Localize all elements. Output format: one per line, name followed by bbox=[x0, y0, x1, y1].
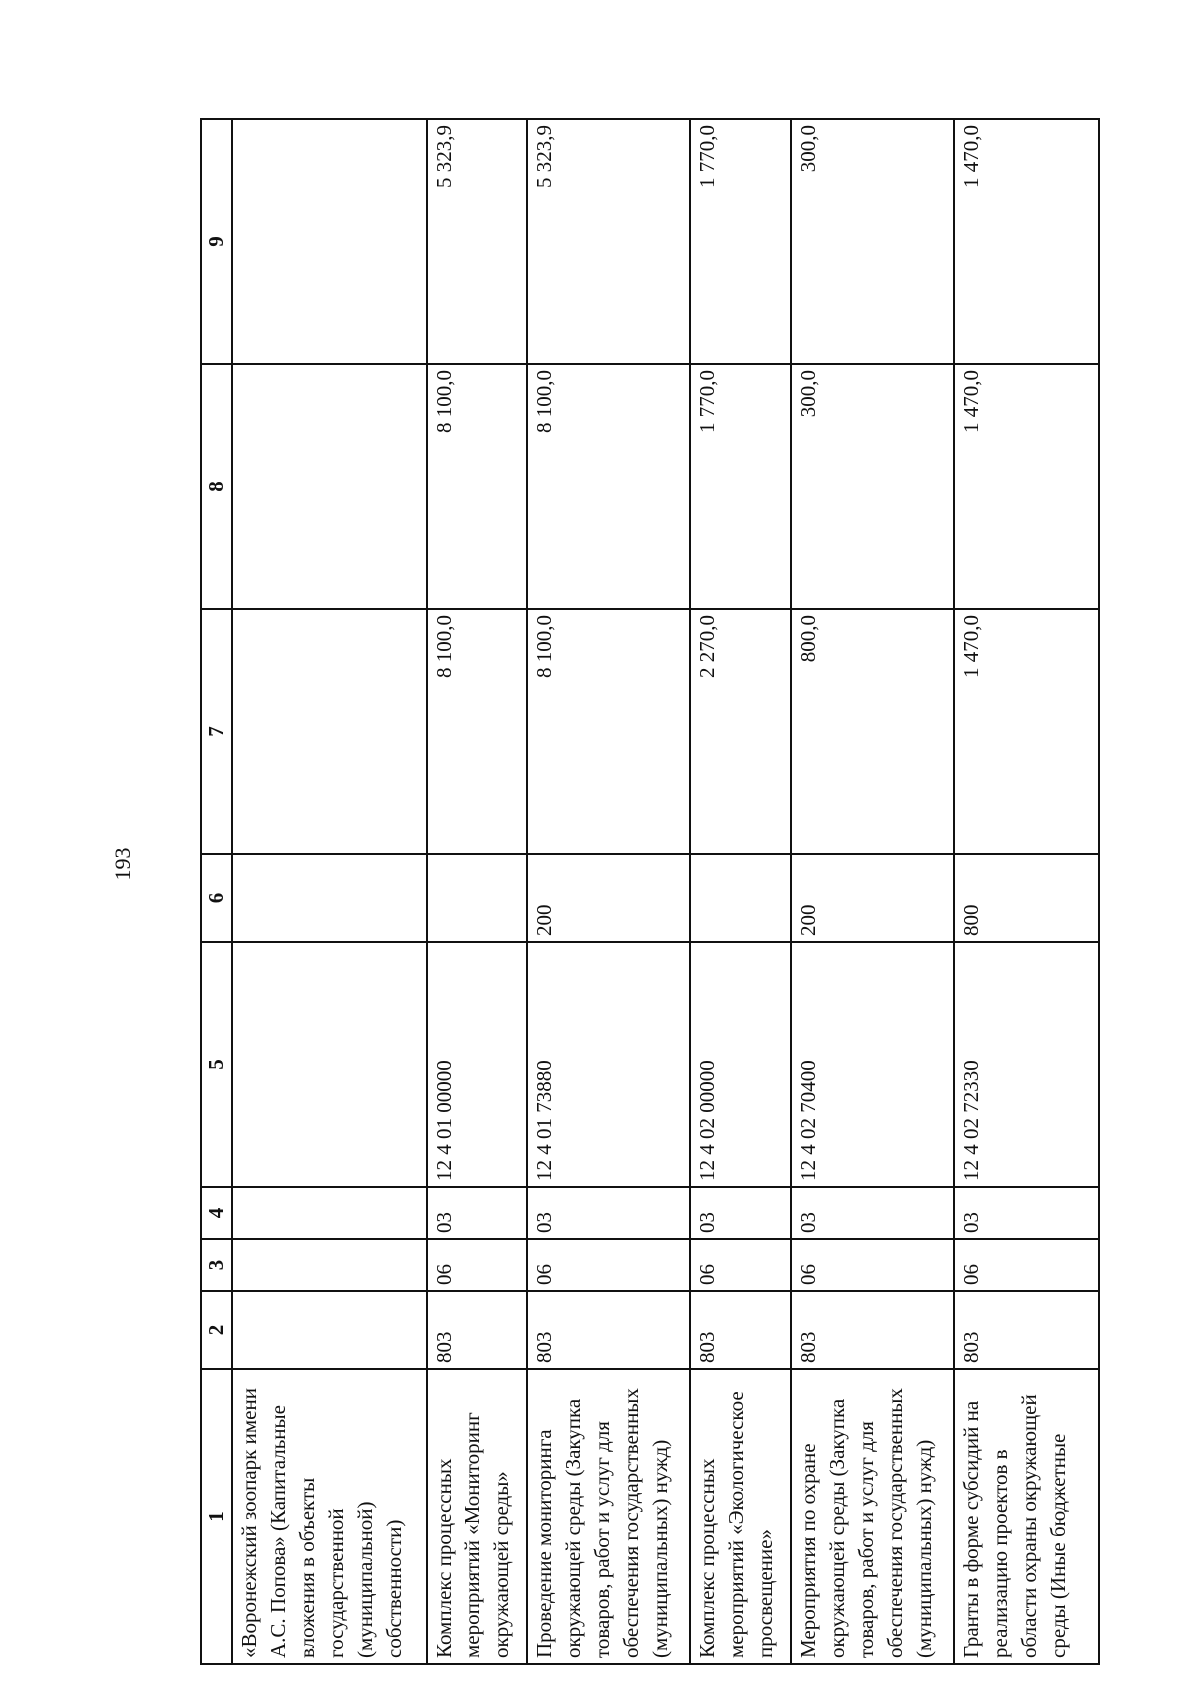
cell-amount-8: 1 470,0 bbox=[954, 364, 1099, 609]
rotated-table-wrapper bbox=[200, 120, 1100, 1665]
table-row bbox=[232, 119, 427, 1664]
column-header: 1 bbox=[201, 1369, 232, 1664]
cell-amount-9: 300,0 bbox=[791, 119, 954, 364]
cell-expense-type bbox=[427, 854, 528, 942]
table-row bbox=[954, 119, 1099, 1664]
cell-expense-type: 200 bbox=[527, 854, 690, 942]
row-name: Комплекс процессных мероприятий «Мониторинг окружающей среды» bbox=[427, 1369, 528, 1664]
table-row bbox=[527, 119, 690, 1664]
cell-target-code: 12 4 01 73880 bbox=[527, 942, 690, 1187]
cell-expense-type bbox=[232, 854, 427, 942]
cell-amount-7: 1 470,0 bbox=[954, 609, 1099, 854]
cell-section: 06 bbox=[791, 1239, 954, 1291]
cell-amount-9: 5 323,9 bbox=[527, 119, 690, 364]
table-row bbox=[427, 119, 528, 1664]
cell-expense-type bbox=[690, 854, 791, 942]
cell-target-code: 12 4 02 00000 bbox=[690, 942, 791, 1187]
cell-section: 06 bbox=[427, 1239, 528, 1291]
row-name: Гранты в форме субсидий на реализацию проектов в области охраны окружающей среды (Иные бюджетные bbox=[954, 1369, 1099, 1664]
cell-amount-7: 2 270,0 bbox=[690, 609, 791, 854]
row-name: Мероприятия по охране окружающей среды (Закупка товаров, работ и услуг для обеспечения государственных (муниципальных) нужд) bbox=[791, 1369, 954, 1664]
cell-subsection: 03 bbox=[791, 1187, 954, 1239]
cell-section: 06 bbox=[954, 1239, 1099, 1291]
cell-target-code bbox=[232, 942, 427, 1187]
cell-amount-7: 800,0 bbox=[791, 609, 954, 854]
header-row bbox=[201, 119, 232, 1664]
cell-amount-8: 300,0 bbox=[791, 364, 954, 609]
table-row bbox=[791, 119, 954, 1664]
column-header: 3 bbox=[201, 1239, 232, 1291]
budget-table bbox=[200, 118, 1100, 1665]
cell-amount-9: 5 323,9 bbox=[427, 119, 528, 364]
cell-amount-8: 1 770,0 bbox=[690, 364, 791, 609]
cell-amount-8: 8 100,0 bbox=[527, 364, 690, 609]
cell-amount-7: 8 100,0 bbox=[427, 609, 528, 854]
cell-expense-type: 800 bbox=[954, 854, 1099, 942]
cell-subsection: 03 bbox=[954, 1187, 1099, 1239]
column-header: 7 bbox=[201, 609, 232, 854]
cell-expense-type: 200 bbox=[791, 854, 954, 942]
row-name: «Воронежский зоопарк имени А.С. Попова» (Капитальные вложения в объекты государственной (муниципальной) собственности) bbox=[232, 1369, 427, 1664]
cell-amount-8 bbox=[232, 364, 427, 609]
cell-subsection bbox=[232, 1187, 427, 1239]
column-header: 2 bbox=[201, 1291, 232, 1369]
cell-target-code: 12 4 01 00000 bbox=[427, 942, 528, 1187]
cell-amount-8: 8 100,0 bbox=[427, 364, 528, 609]
cell-target-code: 12 4 02 70400 bbox=[791, 942, 954, 1187]
cell-amount-9: 1 470,0 bbox=[954, 119, 1099, 364]
cell-admin-code: 803 bbox=[427, 1291, 528, 1369]
column-header: 6 bbox=[201, 854, 232, 942]
cell-section bbox=[232, 1239, 427, 1291]
cell-admin-code: 803 bbox=[690, 1291, 791, 1369]
cell-section: 06 bbox=[690, 1239, 791, 1291]
cell-subsection: 03 bbox=[690, 1187, 791, 1239]
cell-amount-7: 8 100,0 bbox=[527, 609, 690, 854]
cell-admin-code bbox=[232, 1291, 427, 1369]
cell-amount-9 bbox=[232, 119, 427, 364]
column-header: 5 bbox=[201, 942, 232, 1187]
cell-subsection: 03 bbox=[527, 1187, 690, 1239]
cell-amount-9: 1 770,0 bbox=[690, 119, 791, 364]
column-header: 4 bbox=[201, 1187, 232, 1239]
row-name: Проведение мониторинга окружающей среды (Закупка товаров, работ и услуг для обеспечения государственных (муниципальных) нужд) bbox=[527, 1369, 690, 1664]
cell-admin-code: 803 bbox=[954, 1291, 1099, 1369]
column-header: 9 bbox=[201, 119, 232, 364]
cell-amount-7 bbox=[232, 609, 427, 854]
cell-subsection: 03 bbox=[427, 1187, 528, 1239]
column-header: 8 bbox=[201, 364, 232, 609]
cell-section: 06 bbox=[527, 1239, 690, 1291]
cell-target-code: 12 4 02 72330 bbox=[954, 942, 1099, 1187]
row-name: Комплекс процессных мероприятий «Экологическое просвещение» bbox=[690, 1369, 791, 1664]
cell-admin-code: 803 bbox=[791, 1291, 954, 1369]
page-number: 193 bbox=[110, 847, 135, 881]
cell-admin-code: 803 bbox=[527, 1291, 690, 1369]
table-row bbox=[690, 119, 791, 1664]
